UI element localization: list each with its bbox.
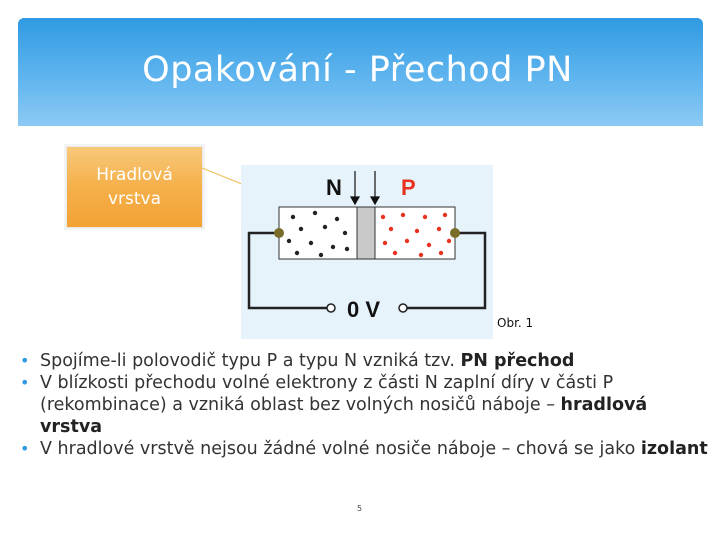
figure-caption: Obr. 1 — [497, 316, 534, 330]
depletion-region — [357, 207, 375, 259]
bullet-item: • V hradlové vrstvě nejsou žádné volné nosiče náboje – chová se jako izolant — [18, 438, 708, 460]
callout-label: Hradlová vrstva — [96, 165, 173, 209]
bullet-item: • V blízkosti přechodu volné elektrony z části N zaplní díry v části P (rekombinace) a vzniká oblast bez volných nosičů náboje – hradlová vrstva — [18, 372, 708, 438]
page-number: 5 — [357, 504, 363, 513]
n-region-label: N — [326, 175, 342, 200]
bullet-list — [18, 350, 708, 460]
pn-junction-diagram — [241, 165, 493, 339]
bullet-item: • Spojíme-li polovodič typu P a typu N vzniká tzv. PN přechod — [18, 350, 708, 372]
slide-title: Opakování - Přechod PN — [142, 50, 573, 90]
boundary-arrows — [351, 171, 379, 204]
p-region-label: P — [401, 175, 416, 200]
voltage-label: 0 V — [347, 297, 381, 322]
